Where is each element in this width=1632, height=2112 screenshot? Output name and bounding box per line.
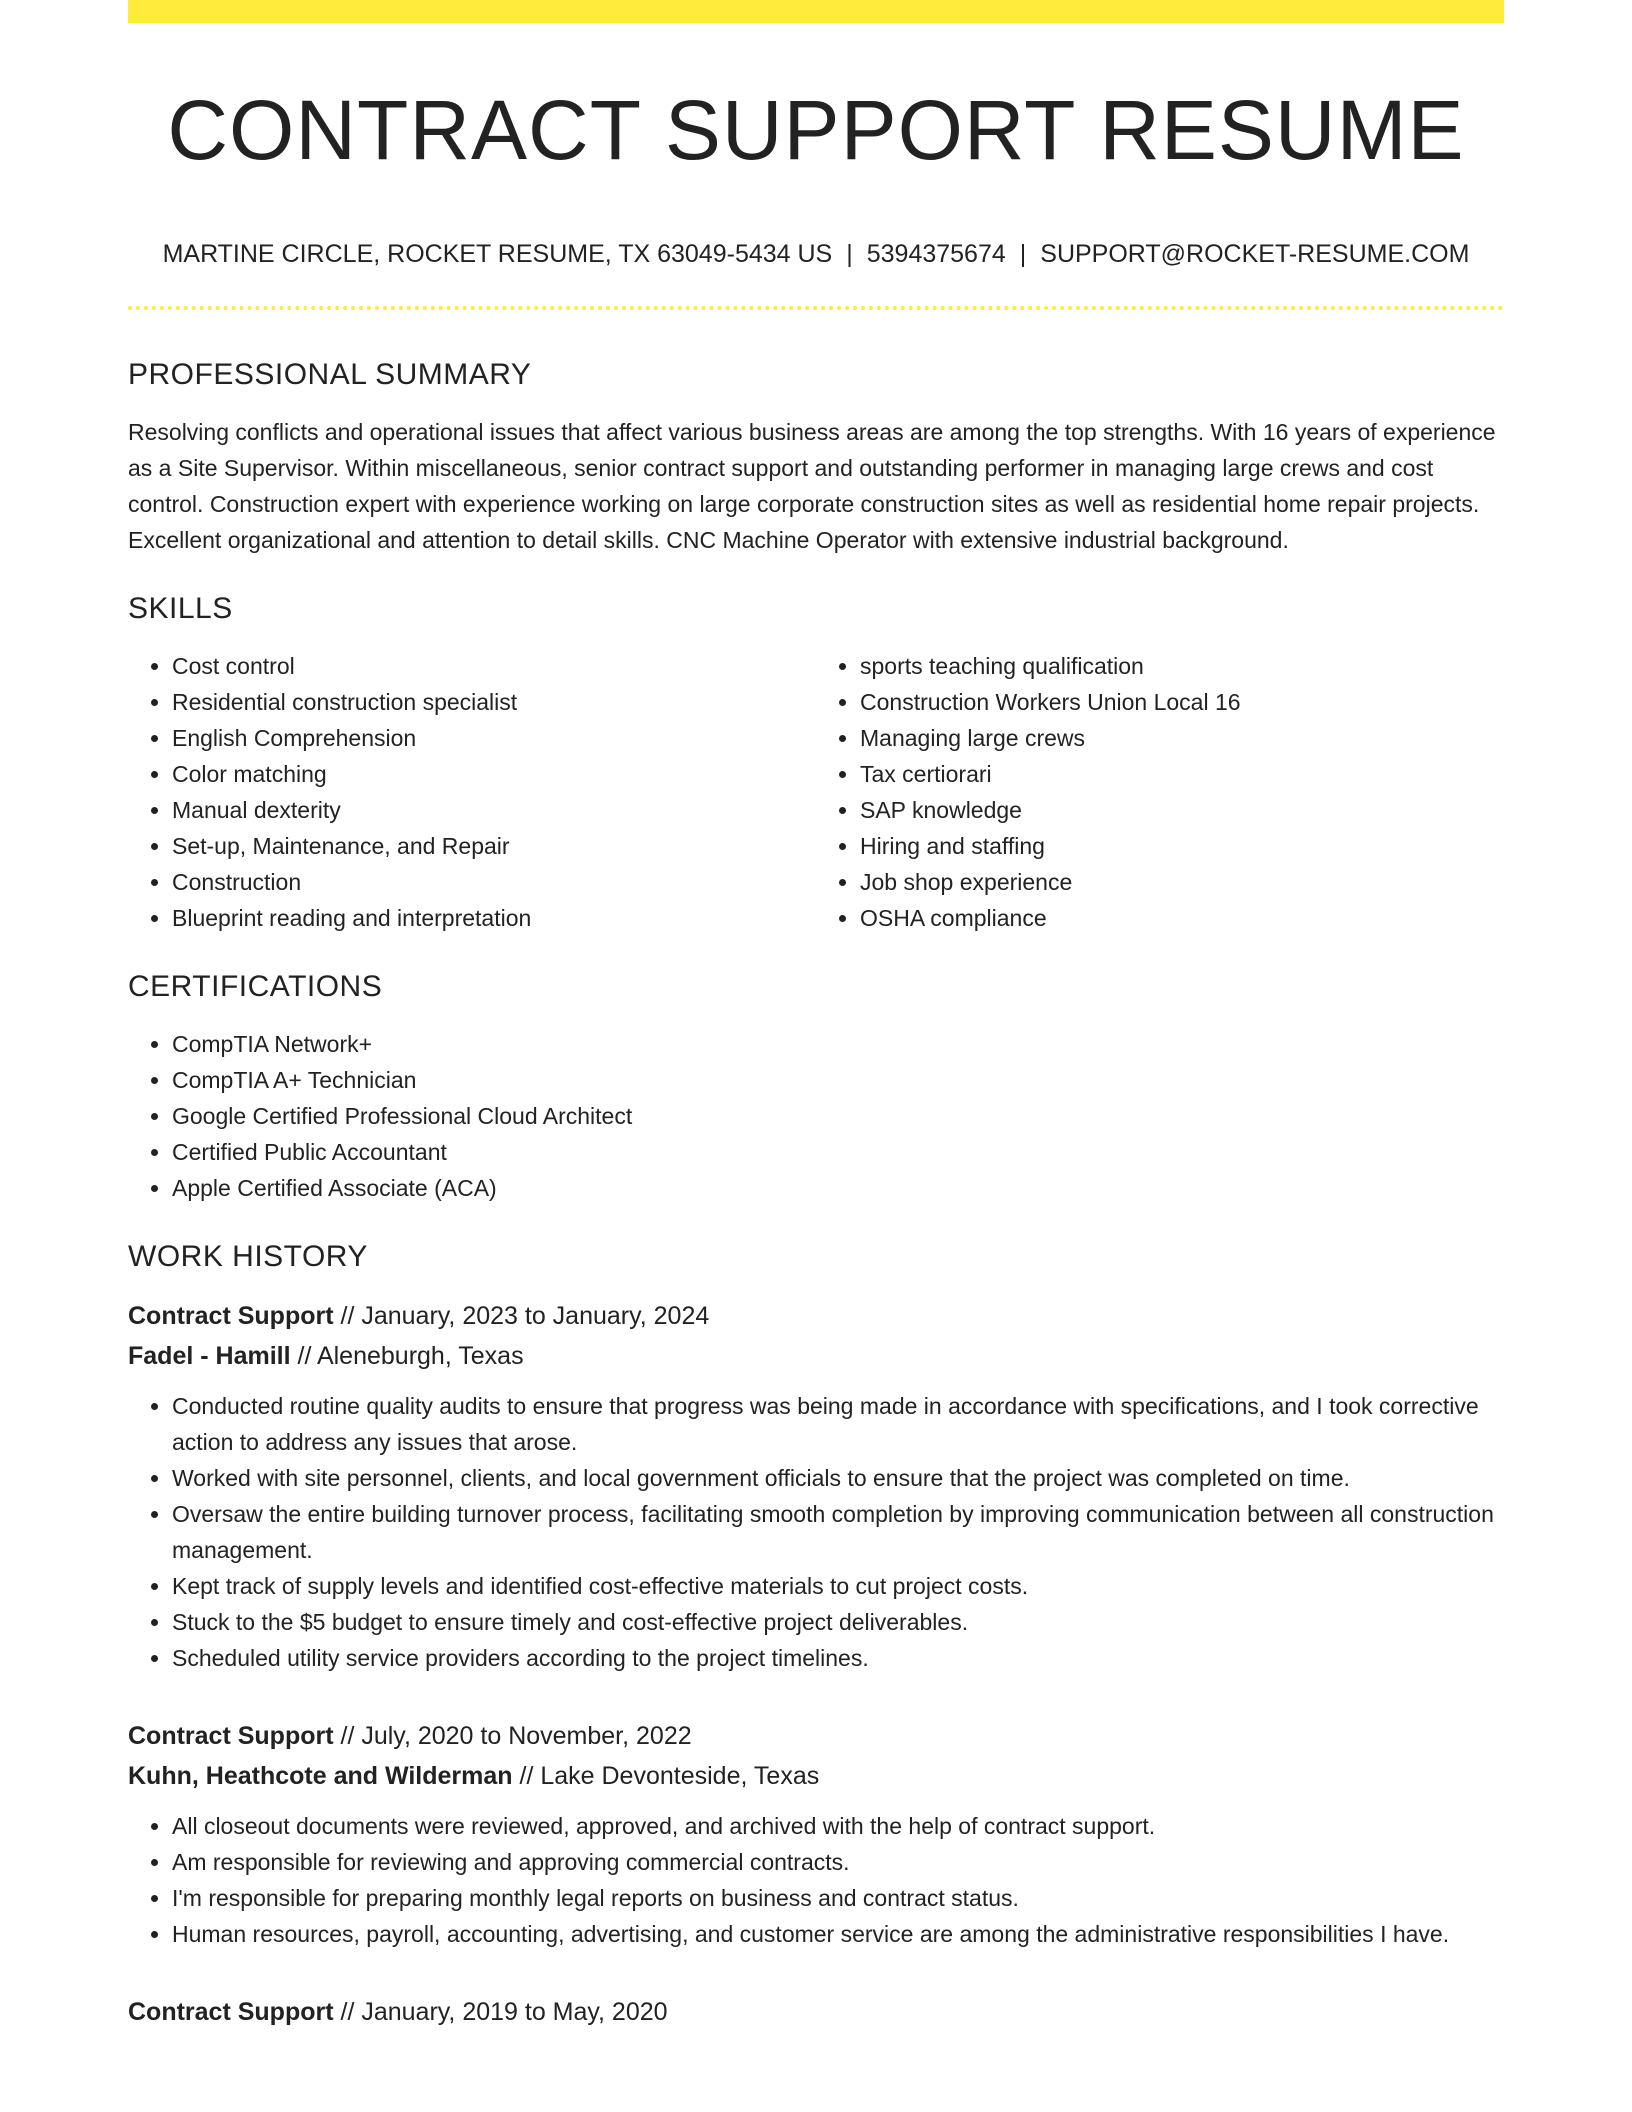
job-bullet: • Worked with site personnel, clients, and local government officials to ensure that the project was completed on time. <box>172 1460 1504 1496</box>
skill-item: • Managing large crews <box>860 720 1504 756</box>
job-entry <box>128 1296 1504 1676</box>
resume-title: CONTRACT SUPPORT RESUME <box>167 83 1465 177</box>
contact-phone: 5394375674 <box>866 240 1006 268</box>
certifications-list <box>128 1026 1504 1206</box>
certification-item: • CompTIA Network+ <box>172 1026 1504 1062</box>
contact-line <box>128 236 1504 272</box>
job-title-line <box>128 1992 1504 2032</box>
resume-body <box>128 352 1504 2032</box>
contact-email: SUPPORT@ROCKET-RESUME.COM <box>1040 240 1470 268</box>
skills-section <box>128 586 1504 936</box>
job-entry <box>128 1716 1504 1952</box>
skill-item: • Job shop experience <box>860 864 1504 900</box>
job-bullet: • Conducted routine quality audits to ensure that progress was being made in accordance with specifications, and I took corrective action to address any issues that arose. <box>172 1388 1504 1460</box>
skill-item: • Color matching <box>172 756 816 792</box>
skill-item: • Manual dexterity <box>172 792 816 828</box>
skill-item: • English Comprehension <box>172 720 816 756</box>
skill-item: • Residential construction specialist <box>172 684 816 720</box>
job-bullet: • Human resources, payroll, accounting, advertising, and customer service are among the administrative responsibilities I have. <box>172 1916 1504 1952</box>
contact-separator: | <box>1019 240 1027 268</box>
top-accent-bar <box>128 0 1504 23</box>
certification-item: • Certified Public Accountant <box>172 1134 1504 1170</box>
job-bullet: • Kept track of supply levels and identified cost-effective materials to cut project costs. <box>172 1568 1504 1604</box>
skill-item: • Construction Workers Union Local 16 <box>860 684 1504 720</box>
job-bullet: • Am responsible for reviewing and approving commercial contracts. <box>172 1844 1504 1880</box>
skills-columns <box>128 648 1504 936</box>
job-company: Fadel - Hamill <box>128 1342 291 1370</box>
certifications-section <box>128 964 1504 1206</box>
summary-section <box>128 352 1504 558</box>
job-title-line <box>128 1716 1504 1756</box>
job-bullet: • All closeout documents were reviewed, approved, and archived with the help of contract support. <box>172 1808 1504 1844</box>
job-title: Contract Support <box>128 1722 334 1750</box>
job-entry <box>128 1992 1504 2032</box>
job-bullet: • Oversaw the entire building turnover process, facilitating smooth completion by improving communication between all construction management. <box>172 1496 1504 1568</box>
skill-item: • Construction <box>172 864 816 900</box>
job-location: // Aleneburgh, Texas <box>297 1342 524 1370</box>
job-bullet: • Scheduled utility service providers according to the project timelines. <box>172 1640 1504 1676</box>
job-dates: // January, 2023 to January, 2024 <box>340 1302 710 1330</box>
skills-heading: SKILLS <box>128 592 233 625</box>
job-company: Kuhn, Heathcote and Wilderman <box>128 1762 513 1790</box>
job-dates: // July, 2020 to November, 2022 <box>340 1722 692 1750</box>
work-history-section <box>128 1234 1504 2032</box>
summary-text: Resolving conflicts and operational issues that affect various business areas are among the top strengths. With 16 years of experience as a Site Supervisor. Within miscellaneous, senior contract support and outstanding performer in managing large crews and cost control. Construction expert with experience working on large corporate construction sites as well as residential home repair projects. Excellent organizational and attention to detail skills. CNC Machine Operator with extensive industrial background. <box>128 419 1496 553</box>
certifications-heading: CERTIFICATIONS <box>128 970 383 1003</box>
job-title: Contract Support <box>128 1998 334 2026</box>
work-history-heading: WORK HISTORY <box>128 1240 368 1273</box>
skill-item: • Hiring and staffing <box>860 828 1504 864</box>
skills-list-left <box>128 648 816 936</box>
skill-item: • Tax certiorari <box>860 756 1504 792</box>
skill-item: • sports teaching qualification <box>860 648 1504 684</box>
certification-item: • CompTIA A+ Technician <box>172 1062 1504 1098</box>
job-title-line <box>128 1296 1504 1336</box>
skill-item: • SAP knowledge <box>860 792 1504 828</box>
skills-list-right <box>816 648 1504 936</box>
job-bullets <box>128 1388 1504 1676</box>
skill-item: • Set-up, Maintenance, and Repair <box>172 828 816 864</box>
job-bullet: • I'm responsible for preparing monthly legal reports on business and contract status. <box>172 1880 1504 1916</box>
job-company-line <box>128 1756 1504 1796</box>
header-divider <box>128 306 1504 310</box>
skill-item: • OSHA compliance <box>860 900 1504 936</box>
job-company-line <box>128 1336 1504 1376</box>
job-bullet: • Stuck to the $5 budget to ensure timely and cost-effective project deliverables. <box>172 1604 1504 1640</box>
certification-item: • Apple Certified Associate (ACA) <box>172 1170 1504 1206</box>
job-dates: // January, 2019 to May, 2020 <box>340 1998 668 2026</box>
job-location: // Lake Devonteside, Texas <box>519 1762 820 1790</box>
summary-heading: PROFESSIONAL SUMMARY <box>128 358 532 391</box>
skill-item: • Cost control <box>172 648 816 684</box>
contact-separator: | <box>846 240 853 268</box>
job-bullets <box>128 1808 1504 1952</box>
job-title: Contract Support <box>128 1302 334 1330</box>
certification-item: • Google Certified Professional Cloud Architect <box>172 1098 1504 1134</box>
skill-item: • Blueprint reading and interpretation <box>172 900 816 936</box>
contact-address: MARTINE CIRCLE, ROCKET RESUME, TX 63049-5434 US <box>162 240 833 268</box>
